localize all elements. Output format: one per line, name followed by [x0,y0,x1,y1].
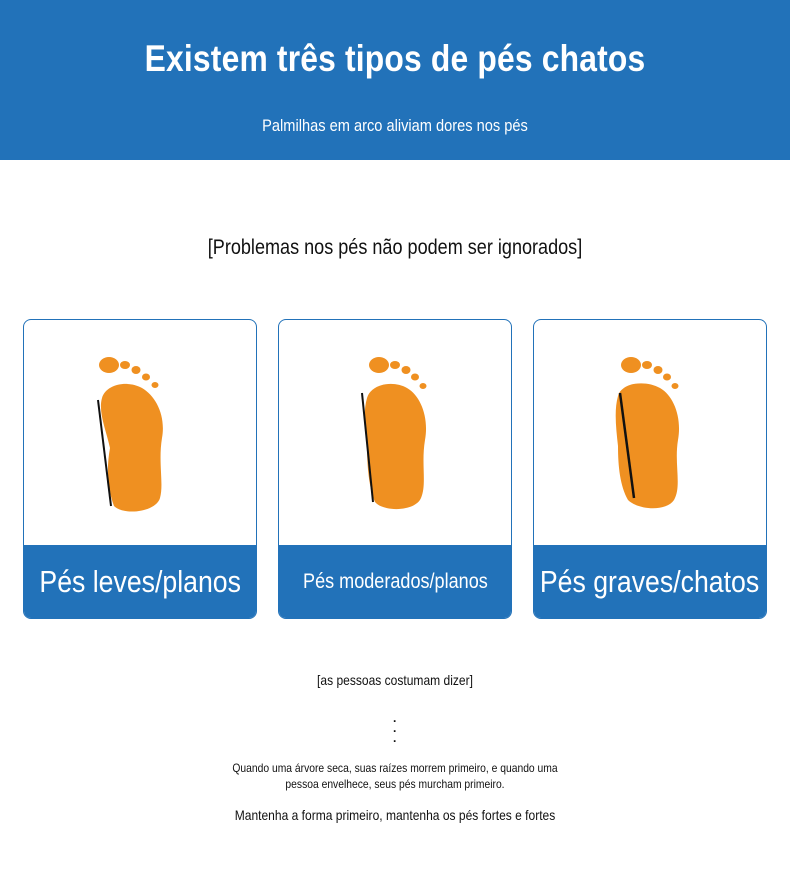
saying-text: Quando uma árvore seca, suas raízes morrem primeiro, e quando uma pessoa envelhece, seus pés murcham primeiro. [232,761,558,791]
page-subtitle: Palmilhas em arco aliviam dores nos pés [262,116,528,135]
section-title: [Problemas nos pés não podem ser ignorados] [207,236,583,259]
quote-intro: [as pessoas costumam dizer] [317,672,473,688]
card-label: Pés leves/planos [24,545,256,618]
header-banner [0,0,790,160]
card-label: Pés moderados/planos [279,545,511,618]
footprint-icon [534,320,766,545]
card-severe-flat-feet [533,319,767,619]
ellipsis-dots-icon: · · · [393,714,397,748]
footprint-icon [279,320,511,545]
footprint-icon [24,320,256,545]
page-title: Existem três tipos de pés chatos [144,38,646,79]
card-moderate-flat-feet [278,319,512,619]
card-label: Pés graves/chatos [534,545,766,618]
card-mild-flat-feet [23,319,257,619]
motto-text: Mantenha a forma primeiro, mantenha os pés fortes e fortes [234,807,556,823]
